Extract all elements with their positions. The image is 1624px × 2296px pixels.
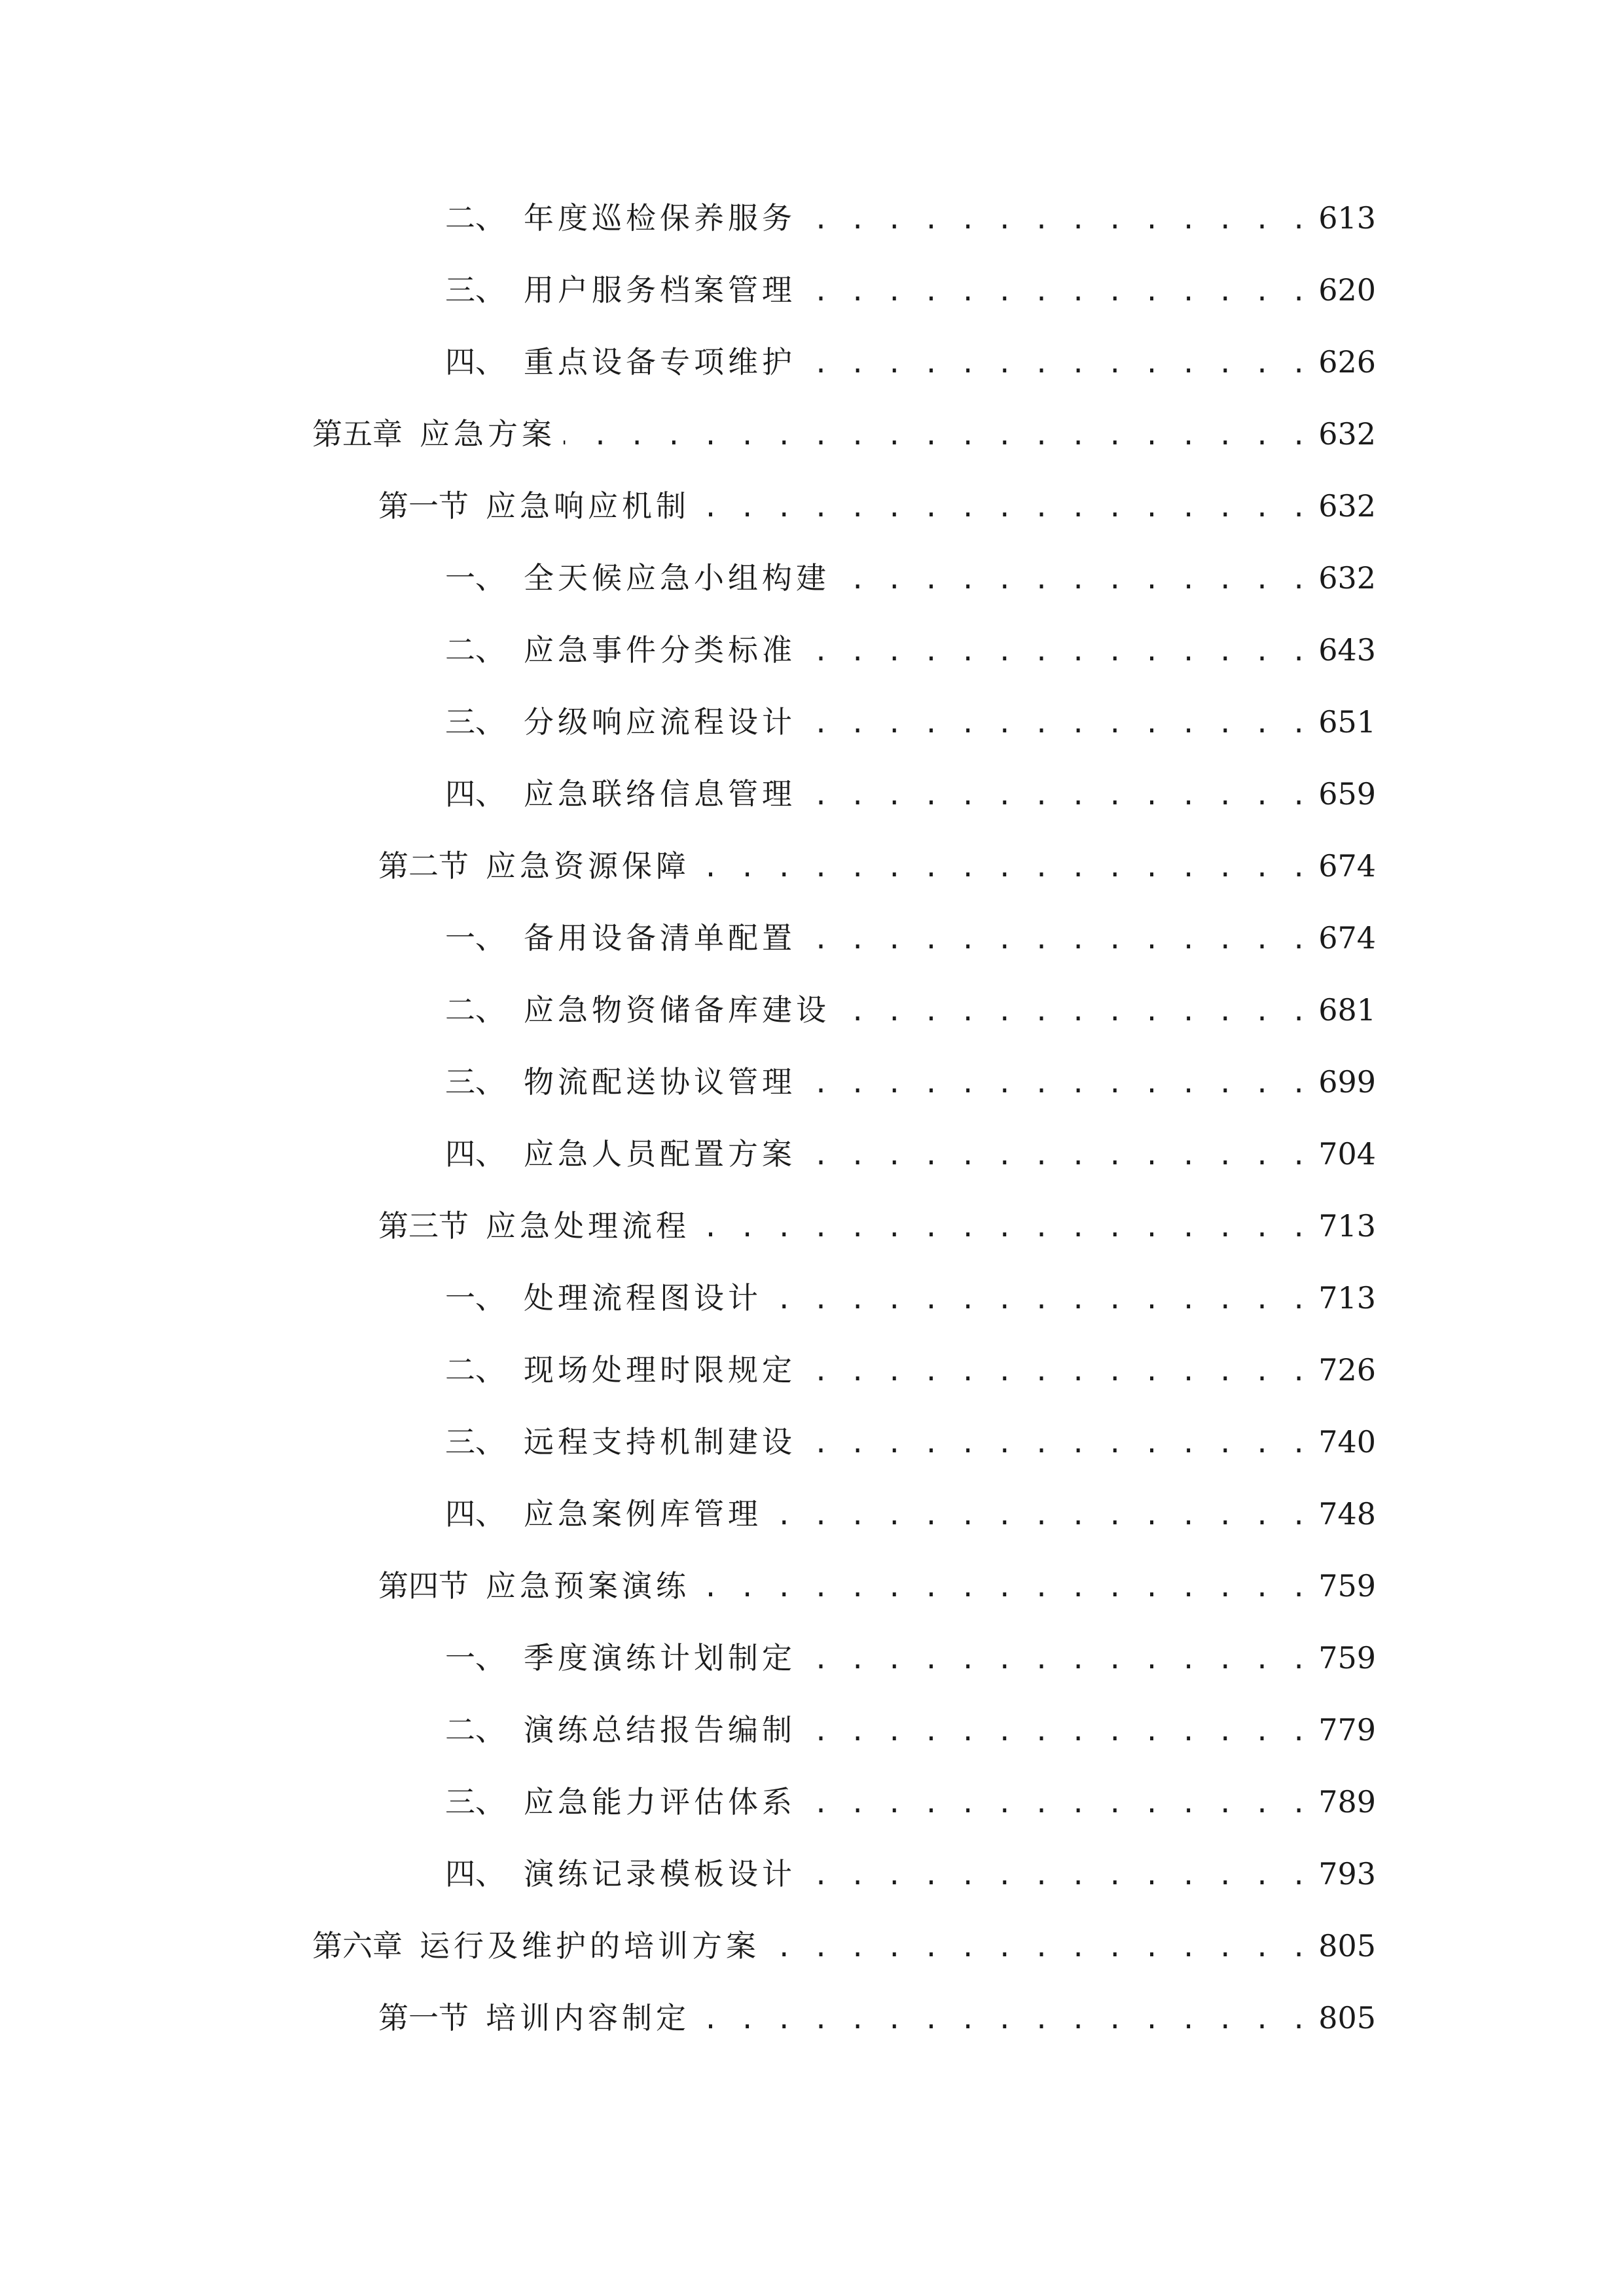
- toc-entry-number: 四、: [445, 776, 505, 812]
- toc-entry-page: 632: [1318, 416, 1376, 452]
- dot-leader: [770, 1494, 1309, 1534]
- toc-entry-title: 演练总结报告编制: [524, 1712, 796, 1748]
- toc-entry-chapter[interactable]: [312, 1910, 1376, 1982]
- toc-entry-title: 现场处理时限规定: [524, 1352, 796, 1388]
- dot-leader: [804, 1062, 1309, 1102]
- toc-entry[interactable]: [445, 1334, 1376, 1406]
- toc-entry-title: 远程支持机制建设: [524, 1424, 796, 1460]
- toc-entry[interactable]: [445, 1262, 1376, 1334]
- toc-entry-title: 应急联络信息管理: [524, 776, 796, 812]
- toc-entry-section[interactable]: [378, 1550, 1376, 1622]
- toc-entry-number: 第一节: [378, 488, 469, 524]
- toc-entry-title: 应急资源保障: [486, 848, 690, 884]
- dot-leader: [804, 342, 1309, 382]
- dot-leader: [804, 1782, 1309, 1821]
- toc-entry-page: 674: [1318, 920, 1376, 956]
- toc-entry-page: 704: [1318, 1136, 1376, 1172]
- toc-entry-number: 三、: [445, 1064, 505, 1100]
- toc-entry-title: 培训内容制定: [486, 2000, 690, 2036]
- toc-entry[interactable]: [445, 686, 1376, 758]
- toc-entry-page: 643: [1318, 632, 1376, 668]
- toc-entry-section[interactable]: [378, 830, 1376, 902]
- dot-leader: [838, 558, 1309, 598]
- toc-entry-title: 分级响应流程设计: [524, 704, 796, 740]
- toc-entry-number: 一、: [445, 560, 505, 596]
- toc-entry-title: 应急物资储备库建设: [524, 992, 830, 1028]
- toc-entry-number: 三、: [445, 272, 505, 308]
- toc-entry-page: 740: [1318, 1424, 1376, 1460]
- toc-entry-page: 759: [1318, 1568, 1376, 1604]
- toc-entry-number: 第三节: [378, 1208, 469, 1244]
- toc-entry[interactable]: [445, 758, 1376, 830]
- toc-entry[interactable]: [445, 326, 1376, 398]
- toc-entry-number: 第一节: [378, 2000, 469, 2036]
- toc-entry-section[interactable]: [378, 1190, 1376, 1262]
- toc-entry-title: 应急方案: [420, 416, 556, 452]
- toc-entry-page: 793: [1318, 1856, 1376, 1892]
- toc-entry[interactable]: [445, 1622, 1376, 1694]
- toc-entry-title: 应急案例库管理: [524, 1496, 762, 1532]
- toc-entry[interactable]: [445, 614, 1376, 686]
- toc-entry-title: 用户服务档案管理: [524, 272, 796, 308]
- dot-leader: [804, 270, 1309, 310]
- toc-entry-page: 620: [1318, 272, 1376, 308]
- toc-entry-page: 713: [1318, 1280, 1376, 1316]
- toc-entry-title: 应急能力评估体系: [524, 1784, 796, 1820]
- toc-entry-number: 四、: [445, 1136, 505, 1172]
- toc-entry-number: 三、: [445, 1424, 505, 1460]
- dot-leader: [698, 846, 1309, 886]
- dot-leader: [698, 1998, 1309, 2037]
- toc-entry-title: 全天候应急小组构建: [524, 560, 830, 596]
- toc-entry[interactable]: [445, 542, 1376, 614]
- toc-entry-number: 三、: [445, 704, 505, 740]
- toc-entry[interactable]: [445, 974, 1376, 1046]
- toc-entry-title: 季度演练计划制定: [524, 1640, 796, 1676]
- toc-entry-page: 699: [1318, 1064, 1376, 1100]
- dot-leader: [838, 990, 1309, 1030]
- toc-entry[interactable]: [445, 1838, 1376, 1910]
- toc-entry[interactable]: [445, 1694, 1376, 1766]
- toc-entry[interactable]: [445, 902, 1376, 974]
- dot-leader: [804, 630, 1309, 670]
- toc-entry-page: 713: [1318, 1208, 1376, 1244]
- toc-entry[interactable]: [445, 1046, 1376, 1118]
- toc-entry[interactable]: [445, 254, 1376, 326]
- dot-leader: [804, 1134, 1309, 1174]
- toc-entry-title: 重点设备专项维护: [524, 344, 796, 380]
- toc-entry-number: 一、: [445, 920, 505, 956]
- toc-entry-number: 一、: [445, 1280, 505, 1316]
- toc-entry-page: 674: [1318, 848, 1376, 884]
- dot-leader: [770, 1278, 1309, 1318]
- dot-leader: [698, 1206, 1309, 1246]
- toc-entry-number: 四、: [445, 344, 505, 380]
- toc-entry-page: 805: [1318, 1928, 1376, 1964]
- toc-entry-page: 748: [1318, 1496, 1376, 1532]
- toc-entry-number: 第四节: [378, 1568, 469, 1604]
- toc-entry-number: 四、: [445, 1856, 505, 1892]
- toc-entry-number: 二、: [445, 1712, 505, 1748]
- toc-entry-number: 三、: [445, 1784, 505, 1820]
- dot-leader: [768, 1926, 1309, 1965]
- toc-entry-page: 805: [1318, 2000, 1376, 2036]
- dot-leader: [804, 918, 1309, 958]
- toc-entry[interactable]: [445, 1478, 1376, 1550]
- toc-entry-chapter[interactable]: [312, 398, 1376, 470]
- toc-entry-title: 年度巡检保养服务: [524, 200, 796, 236]
- dot-leader: [804, 1710, 1309, 1749]
- dot-leader: [698, 1566, 1309, 1605]
- toc-entry-title: 应急人员配置方案: [524, 1136, 796, 1172]
- dot-leader: [804, 1350, 1309, 1390]
- toc-entry-page: 779: [1318, 1712, 1376, 1748]
- toc-entry-page: 759: [1318, 1640, 1376, 1676]
- toc-entry-section[interactable]: [378, 1982, 1376, 2054]
- toc-entry-page: 632: [1318, 488, 1376, 524]
- toc-entry-page: 659: [1318, 776, 1376, 812]
- toc-entry-page: 651: [1318, 704, 1376, 740]
- toc-entry-title: 应急事件分类标准: [524, 632, 796, 668]
- dot-leader: [564, 414, 1309, 454]
- toc-entry-number: 第五章: [312, 416, 403, 452]
- toc-entry-page: 632: [1318, 560, 1376, 596]
- dot-leader: [804, 1854, 1309, 1893]
- dot-leader: [804, 1422, 1309, 1462]
- dot-leader: [698, 486, 1309, 526]
- toc-entry[interactable]: [445, 1406, 1376, 1478]
- toc-entry-number: 二、: [445, 992, 505, 1028]
- dot-leader: [804, 198, 1309, 238]
- toc-entry-title: 备用设备清单配置: [524, 920, 796, 956]
- toc-entry-title: 物流配送协议管理: [524, 1064, 796, 1100]
- toc-entry-page: 681: [1318, 992, 1376, 1028]
- toc-entry[interactable]: [445, 182, 1376, 254]
- toc-entry-page: 626: [1318, 344, 1376, 380]
- toc-entry-number: 一、: [445, 1640, 505, 1676]
- toc-entry-title: 应急响应机制: [486, 488, 690, 524]
- toc-entry-number: 二、: [445, 632, 505, 668]
- toc-entry-number: 四、: [445, 1496, 505, 1532]
- dot-leader: [804, 702, 1309, 742]
- dot-leader: [804, 774, 1309, 814]
- toc-entry-page: 726: [1318, 1352, 1376, 1388]
- toc-entry-title: 应急预案演练: [486, 1568, 690, 1604]
- toc-entry-number: 二、: [445, 200, 505, 236]
- toc-entry-number: 第六章: [312, 1928, 403, 1964]
- toc-entry[interactable]: [445, 1118, 1376, 1190]
- toc-entry[interactable]: [445, 1766, 1376, 1838]
- toc-entry-number: 二、: [445, 1352, 505, 1388]
- dot-leader: [804, 1638, 1309, 1677]
- toc-entry-title: 应急处理流程: [486, 1208, 690, 1244]
- toc-entry-page: 613: [1318, 200, 1376, 236]
- toc-entry-title: 演练记录模板设计: [524, 1856, 796, 1892]
- toc-entry-title: 处理流程图设计: [524, 1280, 762, 1316]
- toc-entry-title: 运行及维护的培训方案: [420, 1928, 760, 1964]
- toc-entry-page: 789: [1318, 1784, 1376, 1820]
- toc-entry-section[interactable]: [378, 470, 1376, 542]
- toc-entry-number: 第二节: [378, 848, 469, 884]
